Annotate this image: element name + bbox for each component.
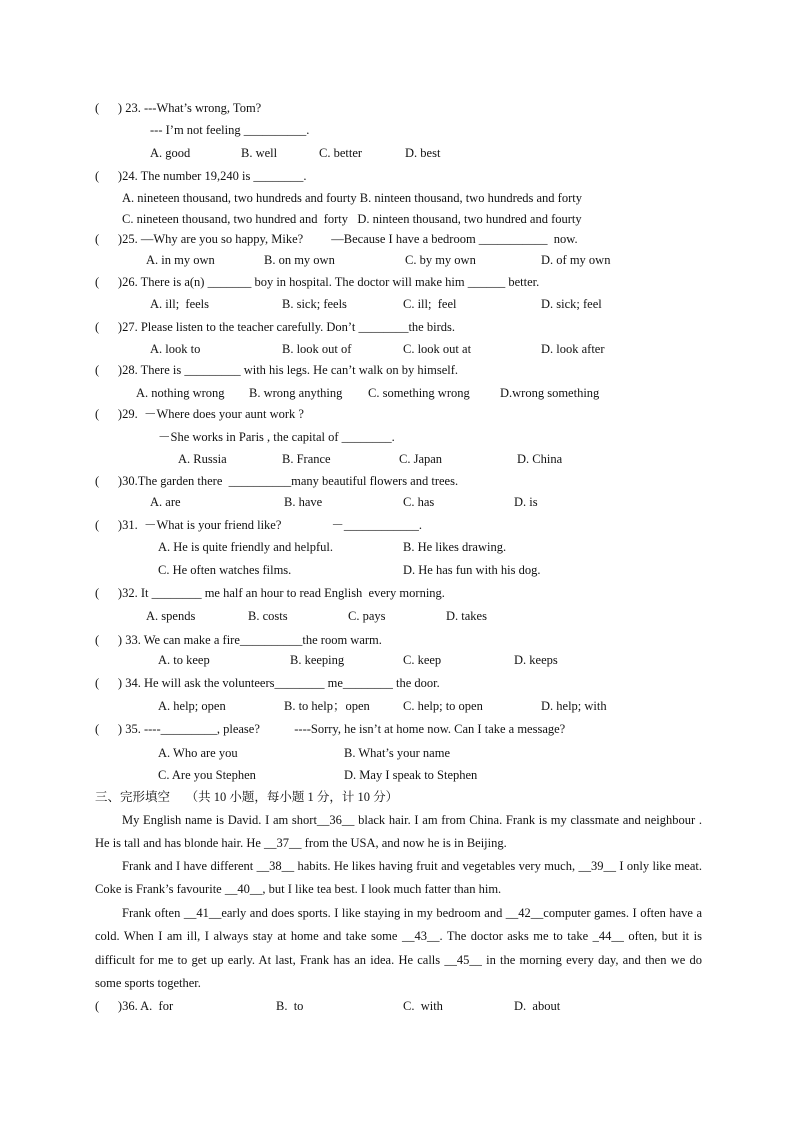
question-33-stem: ( ) 33. We can make a fire__________the room warm. — [95, 633, 382, 647]
question-23-stem: ( ) 23. ---What’s wrong, Tom? — [95, 101, 262, 115]
q24-options-line-2: C. nineteen thousand, two hundred and forty D. ninteen thousand, two hundred and fourty — [122, 212, 582, 226]
q33-option-a: A. to keep — [158, 653, 210, 667]
q35-option-b: B. What’s your name — [344, 746, 450, 760]
q23-option-b: B. well — [241, 146, 278, 160]
q26-option-a: A. ill; feels — [150, 297, 210, 311]
question-26-stem: ( )26. There is a(n) _______ boy in hospital. The doctor will make him ______ better. — [95, 275, 540, 289]
passage-paragraph-2: Frank and I have different __38__ habits. He likes having fruit and vegetables very much, __39__ I only like meat. Coke is Frank’s favourite __40__, but I like tea best. I look much fatter than him. — [95, 859, 702, 897]
q27-option-a: A. look to — [150, 342, 201, 356]
q27-option-c: C. look out at — [403, 342, 472, 356]
q29-option-a: A. Russia — [178, 452, 227, 466]
q28-option-d: D.wrong something — [500, 386, 600, 400]
q26-option-b: B. sick; feels — [282, 297, 347, 311]
q26-option-d: D. sick; feel — [541, 297, 602, 311]
q25-option-b: B. on my own — [264, 253, 335, 267]
question-25-stem: ( )25. —Why are you so happy, Mike? —Because I have a bedroom ___________ now. — [95, 232, 578, 246]
q29-option-c: C. Japan — [399, 452, 443, 466]
q23-option-c: C. better — [319, 146, 363, 160]
q30-option-d: D. is — [514, 495, 538, 509]
q33-option-c: C. keep — [403, 653, 442, 667]
q31-option-a: A. He is quite friendly and helpful. — [158, 540, 333, 554]
q32-option-d: D. takes — [446, 609, 487, 623]
q30-option-c: C. has — [403, 495, 435, 509]
q25-option-c: C. by my own — [405, 253, 476, 267]
question-35-stem: ( ) 35. ----_________, please? ----Sorry, he isn’t at home now. Can I take a message? — [95, 722, 566, 736]
q35-option-a: A. Who are you — [158, 746, 238, 760]
question-34-stem: ( ) 34. He will ask the volunteers________ me________ the door. — [95, 676, 440, 690]
q36-option-b: B. to — [276, 999, 304, 1013]
q23-option-d: D. best — [405, 146, 441, 160]
q25-option-d: D. of my own — [541, 253, 611, 267]
q33-option-d: D. keeps — [514, 653, 558, 667]
question-31-stem: ( )31. －What is your friend like? －____________. — [95, 518, 423, 532]
q33-option-b: B. keeping — [290, 653, 345, 667]
q36-option-c: C. with — [403, 999, 443, 1013]
question-23-reply: --- I’m not feeling __________. — [150, 123, 310, 137]
q32-option-a: A. spends — [146, 609, 196, 623]
q24-options-line-1: A. nineteen thousand, two hundreds and fourty B. ninteen thousand, two hundreds and forty — [122, 191, 582, 205]
q36-option-d: D. about — [514, 999, 561, 1013]
q35-option-c: C. Are you Stephen — [158, 768, 256, 782]
q27-option-d: D. look after — [541, 342, 605, 356]
q25-option-a: A. in my own — [146, 253, 215, 267]
question-29-stem: ( )29. －Where does your aunt work ? — [95, 407, 304, 421]
q28-option-a: A. nothing wrong — [136, 386, 225, 400]
question-27-stem: ( )27. Please listen to the teacher carefully. Don’t ________the birds. — [95, 320, 455, 334]
q34-option-c: C. help; to open — [403, 699, 483, 713]
question-32-stem: ( )32. It ________ me half an hour to read English every morning. — [95, 586, 445, 600]
q34-option-b: B. to help；open — [284, 699, 370, 713]
q28-option-c: C. something wrong — [368, 386, 470, 400]
q29-option-b: B. France — [282, 452, 331, 466]
q23-option-a: A. good — [150, 146, 191, 160]
passage-paragraph-1: My English name is David. I am short__36__ black hair. I am from China. Frank is my classmate and neighbour . He is tall and has blonde hair. He __37__ from the USA, and now he is in Beijing. — [95, 813, 702, 851]
q32-option-b: B. costs — [248, 609, 288, 623]
question-28-stem: ( )28. There is _________ with his legs. He can’t walk on by himself. — [95, 363, 459, 377]
q35-option-d: D. May I speak to Stephen — [344, 768, 478, 782]
q34-option-a: A. help; open — [158, 699, 226, 713]
question-30-stem: ( )30.The garden there __________many beautiful flowers and trees. — [95, 474, 459, 488]
q30-option-a: A. are — [150, 495, 181, 509]
q31-option-c: C. He often watches films. — [158, 563, 292, 577]
q34-option-d: D. help; with — [541, 699, 607, 713]
passage-paragraph-3: Frank often __41__early and does sports. I like staying in my bedroom and __42__computer games. I often have a cold. When I am ill, I always stay at home and take some __43__. The doctor asks me to take _44__ often, but it is difficult for me to get up early. At last, Frank has an idea. He calls __45__ in the morning every day, and then we do some sports together. — [95, 906, 702, 990]
question-29-reply: －She works in Paris , the capital of ________. — [158, 430, 395, 444]
q30-option-b: B. have — [284, 495, 323, 509]
question-24-stem: ( )24. The number 19,240 is ________. — [95, 169, 307, 183]
q29-option-d: D. China — [517, 452, 563, 466]
q28-option-b: B. wrong anything — [249, 386, 343, 400]
q26-option-c: C. ill; feel — [403, 297, 457, 311]
q32-option-c: C. pays — [348, 609, 386, 623]
section-3-heading: 三、完形填空 （共 10 小题，每小题 1 分，计 10 分） — [95, 790, 399, 804]
q31-option-d: D. He has fun with his dog. — [403, 563, 541, 577]
question-36-stem: ( )36. A. for — [95, 999, 174, 1013]
q27-option-b: B. look out of — [282, 342, 352, 356]
q31-option-b: B. He likes drawing. — [403, 540, 507, 554]
